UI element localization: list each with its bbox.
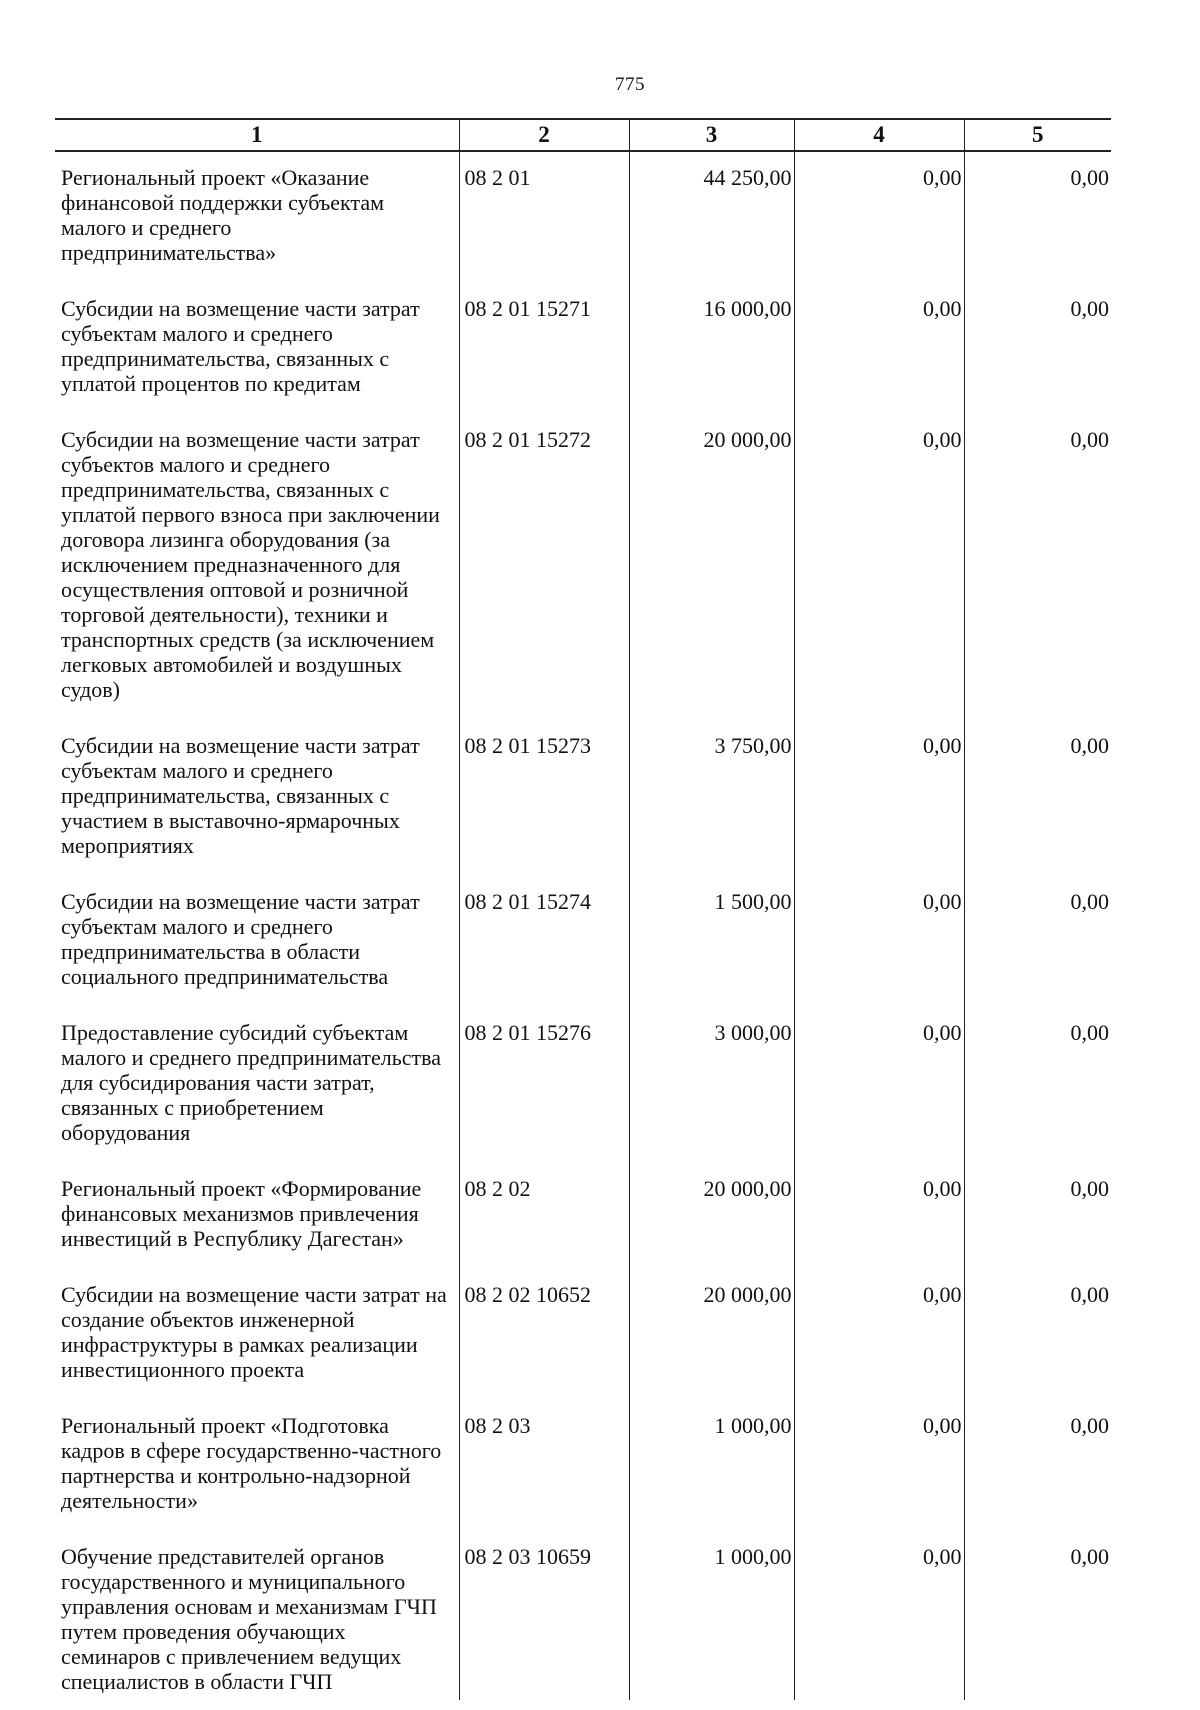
table-header-row [55, 119, 1111, 151]
table-row [55, 1400, 1111, 1531]
row-value-3: 1 000,00 [629, 1400, 794, 1531]
row-value-4: 0,00 [794, 1269, 964, 1400]
table-row [55, 1007, 1111, 1163]
row-value-5: 0,00 [964, 1163, 1111, 1269]
row-code: 08 2 03 10659 [459, 1531, 629, 1700]
row-value-4: 0,00 [794, 1531, 964, 1700]
row-value-5: 0,00 [964, 1400, 1111, 1531]
row-value-4: 0,00 [794, 720, 964, 876]
column-header-1: 1 [55, 119, 459, 151]
column-header-2: 2 [459, 119, 629, 151]
row-value-3: 20 000,00 [629, 414, 794, 720]
row-value-5: 0,00 [964, 1269, 1111, 1400]
row-value-4: 0,00 [794, 1400, 964, 1531]
row-value-3: 1 500,00 [629, 876, 794, 1007]
row-name: Субсидии на возмещение части затрат субъектам малого и среднего предпринимательства, связанных с уплатой процентов по кредитам [61, 296, 420, 396]
row-value-5: 0,00 [964, 283, 1111, 414]
row-name: Региональный проект «Оказание финансовой поддержки субъектам малого и среднего предпринимательства» [61, 165, 385, 265]
row-value-4: 0,00 [794, 414, 964, 720]
row-code: 08 2 01 [459, 151, 629, 283]
row-name: Предоставление субсидий субъектам малого и среднего предпринимательства для субсидирования части затрат, связанных с приобретением оборудования [61, 1020, 442, 1145]
row-value-3: 3 000,00 [629, 1007, 794, 1163]
row-code: 08 2 01 15274 [459, 876, 629, 1007]
table-row [55, 414, 1111, 720]
row-name: Региональный проект «Формирование финансовых механизмов привлечения инвестиций в Республику Дагестан» [61, 1176, 422, 1251]
row-value-5: 0,00 [964, 414, 1111, 720]
row-value-3: 1 000,00 [629, 1531, 794, 1700]
row-code: 08 2 01 15276 [459, 1007, 629, 1163]
table-row [55, 1163, 1111, 1269]
row-code: 08 2 01 15273 [459, 720, 629, 876]
row-value-3: 20 000,00 [629, 1163, 794, 1269]
row-name: Обучение представителей органов государственного и муниципального управления основам и механизмам ГЧП путем проведения обучающих семинаров с привлечением ведущих специалистов в области ГЧП [61, 1544, 437, 1694]
row-code: 08 2 03 [459, 1400, 629, 1531]
row-value-5: 0,00 [964, 1531, 1111, 1700]
table-row [55, 876, 1111, 1007]
row-value-5: 0,00 [964, 1007, 1111, 1163]
row-code: 08 2 02 [459, 1163, 629, 1269]
row-code: 08 2 01 15272 [459, 414, 629, 720]
table-row [55, 720, 1111, 876]
row-value-3: 16 000,00 [629, 283, 794, 414]
column-header-4: 4 [794, 119, 964, 151]
row-name: Субсидии на возмещение части затрат субъектам малого и среднего предпринимательства в области социального предпринимательства [61, 889, 420, 989]
row-value-5: 0,00 [964, 720, 1111, 876]
column-header-3: 3 [629, 119, 794, 151]
page-number: 775 [615, 74, 645, 95]
table-row [55, 1531, 1111, 1700]
row-value-4: 0,00 [794, 876, 964, 1007]
column-header-5: 5 [964, 119, 1111, 151]
row-value-3: 3 750,00 [629, 720, 794, 876]
row-name: Субсидии на возмещение части затрат субъектов малого и среднего предпринимательства, связанных с уплатой первого взноса при заключении договора лизинга оборудования (за исключением предназначенного для осуществления оптовой и розничной торговой деятельности), техники и транспортных средств (за исключением легковых автомобилей и воздушных судов) [61, 427, 440, 702]
table-row [55, 151, 1111, 283]
row-code: 08 2 02 10652 [459, 1269, 629, 1400]
row-value-3: 20 000,00 [629, 1269, 794, 1400]
row-value-3: 44 250,00 [629, 151, 794, 283]
row-value-4: 0,00 [794, 151, 964, 283]
row-code: 08 2 01 15271 [459, 283, 629, 414]
row-name: Субсидии на возмещение части затрат субъектам малого и среднего предпринимательства, связанных с участием в выставочно-ярмарочных мероприятиях [61, 733, 420, 858]
table-row [55, 283, 1111, 414]
row-name: Субсидии на возмещение части затрат на создание объектов инженерной инфраструктуры в рамках реализации инвестиционного проекта [61, 1282, 447, 1382]
row-value-5: 0,00 [964, 151, 1111, 283]
row-name: Региональный проект «Подготовка кадров в сфере государственно-частного партнерства и контрольно-надзорной деятельности» [61, 1413, 442, 1513]
row-value-4: 0,00 [794, 283, 964, 414]
row-value-5: 0,00 [964, 876, 1111, 1007]
table-row [55, 1269, 1111, 1400]
row-value-4: 0,00 [794, 1007, 964, 1163]
row-value-4: 0,00 [794, 1163, 964, 1269]
budget-table [55, 118, 1111, 1700]
